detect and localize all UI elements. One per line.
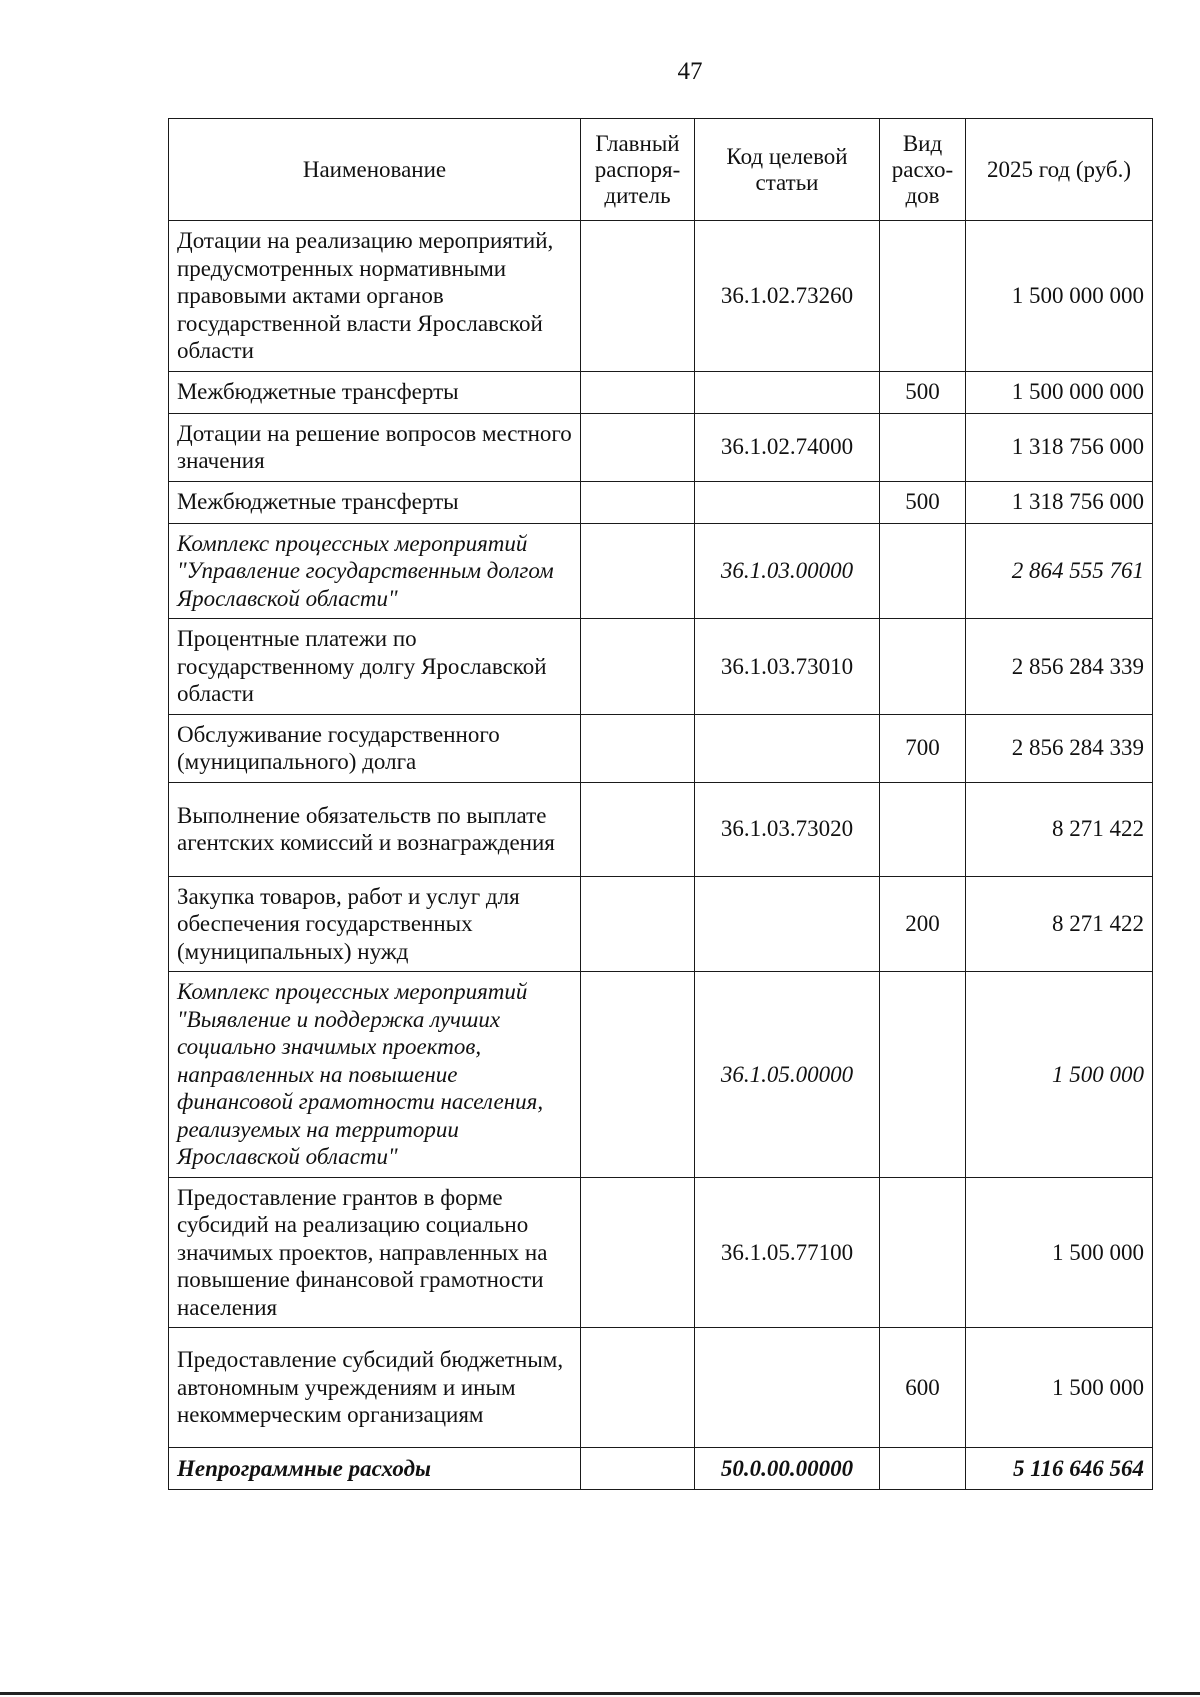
- cell-manager: [581, 1177, 695, 1328]
- cell-type: 500: [880, 481, 966, 523]
- cell-name: Предоставление грантов в форме субсидий на реализацию социально значимых проектов, направленных на повышение финансовой грамотности населения: [169, 1177, 581, 1328]
- table-row: [169, 1177, 1153, 1328]
- cell-code: [695, 371, 880, 413]
- cell-name: Процентные платежи по государственному долгу Ярославской области: [169, 619, 581, 715]
- cell-code: [695, 1328, 880, 1448]
- cell-manager: [581, 523, 695, 619]
- cell-name: Межбюджетные трансферты: [169, 371, 581, 413]
- cell-manager: [581, 1448, 695, 1490]
- cell-code: [695, 714, 880, 782]
- cell-amount: 2 864 555 761: [966, 523, 1153, 619]
- cell-amount: 2 856 284 339: [966, 619, 1153, 715]
- cell-name: Обслуживание государственного (муниципального) долга: [169, 714, 581, 782]
- cell-name: Дотации на реализацию мероприятий, предусмотренных нормативными правовыми актами органов государственной власти Ярославской области: [169, 221, 581, 372]
- cell-type: 600: [880, 1328, 966, 1448]
- cell-name: Закупка товаров, работ и услуг для обеспечения государственных (муниципальных) нужд: [169, 876, 581, 972]
- cell-amount: 8 271 422: [966, 782, 1153, 876]
- cell-type: 700: [880, 714, 966, 782]
- table-row: [169, 1448, 1153, 1490]
- header-code: Код целевой статьи: [695, 119, 880, 221]
- cell-manager: [581, 221, 695, 372]
- cell-amount: 1 500 000: [966, 1177, 1153, 1328]
- cell-type: [880, 782, 966, 876]
- cell-amount: 1 500 000: [966, 1328, 1153, 1448]
- cell-type: [880, 972, 966, 1178]
- cell-code: 36.1.02.73260: [695, 221, 880, 372]
- cell-code: [695, 481, 880, 523]
- cell-manager: [581, 714, 695, 782]
- cell-type: 500: [880, 371, 966, 413]
- table-row: [169, 413, 1153, 481]
- cell-manager: [581, 782, 695, 876]
- cell-manager: [581, 876, 695, 972]
- cell-type: [880, 413, 966, 481]
- cell-code: 36.1.03.73010: [695, 619, 880, 715]
- table-row: [169, 1328, 1153, 1448]
- cell-name: Дотации на решение вопросов местного значения: [169, 413, 581, 481]
- cell-type: [880, 523, 966, 619]
- cell-type: [880, 221, 966, 372]
- cell-name: Комплекс процессных мероприятий "Выявление и поддержка лучших социально значимых проектов, направленных на повышение финансовой грамотности населения, реализуемых на территории Ярославской области": [169, 972, 581, 1178]
- cell-manager: [581, 481, 695, 523]
- cell-type: 200: [880, 876, 966, 972]
- cell-amount: 1 500 000: [966, 972, 1153, 1178]
- cell-code: 36.1.05.00000: [695, 972, 880, 1178]
- header-name: Наименование: [169, 119, 581, 221]
- cell-amount: 8 271 422: [966, 876, 1153, 972]
- cell-code: [695, 876, 880, 972]
- table-row: [169, 221, 1153, 372]
- cell-amount: 5 116 646 564: [966, 1448, 1153, 1490]
- header-type: Вид расхо-дов: [880, 119, 966, 221]
- cell-name: Межбюджетные трансферты: [169, 481, 581, 523]
- cell-name: Непрограммные расходы: [169, 1448, 581, 1490]
- cell-code: 36.1.03.00000: [695, 523, 880, 619]
- cell-type: [880, 619, 966, 715]
- cell-code: 36.1.03.73020: [695, 782, 880, 876]
- table-header-row: [169, 119, 1153, 221]
- cell-amount: 1 500 000 000: [966, 371, 1153, 413]
- cell-manager: [581, 413, 695, 481]
- cell-name: Выполнение обязательств по выплате агентских комиссий и вознаграждения: [169, 782, 581, 876]
- table-row: [169, 972, 1153, 1178]
- table-row: [169, 481, 1153, 523]
- cell-name: Комплекс процессных мероприятий "Управление государственным долгом Ярославской области": [169, 523, 581, 619]
- table-row: [169, 523, 1153, 619]
- cell-amount: 1 318 756 000: [966, 481, 1153, 523]
- table-row: [169, 371, 1153, 413]
- budget-table: [168, 118, 1153, 1490]
- cell-amount: 2 856 284 339: [966, 714, 1153, 782]
- cell-code: 36.1.05.77100: [695, 1177, 880, 1328]
- cell-manager: [581, 371, 695, 413]
- cell-code: 36.1.02.74000: [695, 413, 880, 481]
- table-row: [169, 876, 1153, 972]
- table-row: [169, 714, 1153, 782]
- cell-type: [880, 1177, 966, 1328]
- cell-type: [880, 1448, 966, 1490]
- cell-manager: [581, 619, 695, 715]
- page-number: 47: [677, 58, 703, 85]
- cell-manager: [581, 972, 695, 1178]
- table-row: [169, 619, 1153, 715]
- table-row: [169, 782, 1153, 876]
- cell-code: 50.0.00.00000: [695, 1448, 880, 1490]
- cell-amount: 1 318 756 000: [966, 413, 1153, 481]
- table-body: [169, 221, 1153, 1490]
- header-manager: Главный распоря-дитель: [581, 119, 695, 221]
- cell-name: Предоставление субсидий бюджетным, автономным учреждениям и иным некоммерческим организациям: [169, 1328, 581, 1448]
- header-amount: 2025 год (руб.): [966, 119, 1153, 221]
- cell-amount: 1 500 000 000: [966, 221, 1153, 372]
- page-bottom-rule: [0, 1692, 1200, 1695]
- cell-manager: [581, 1328, 695, 1448]
